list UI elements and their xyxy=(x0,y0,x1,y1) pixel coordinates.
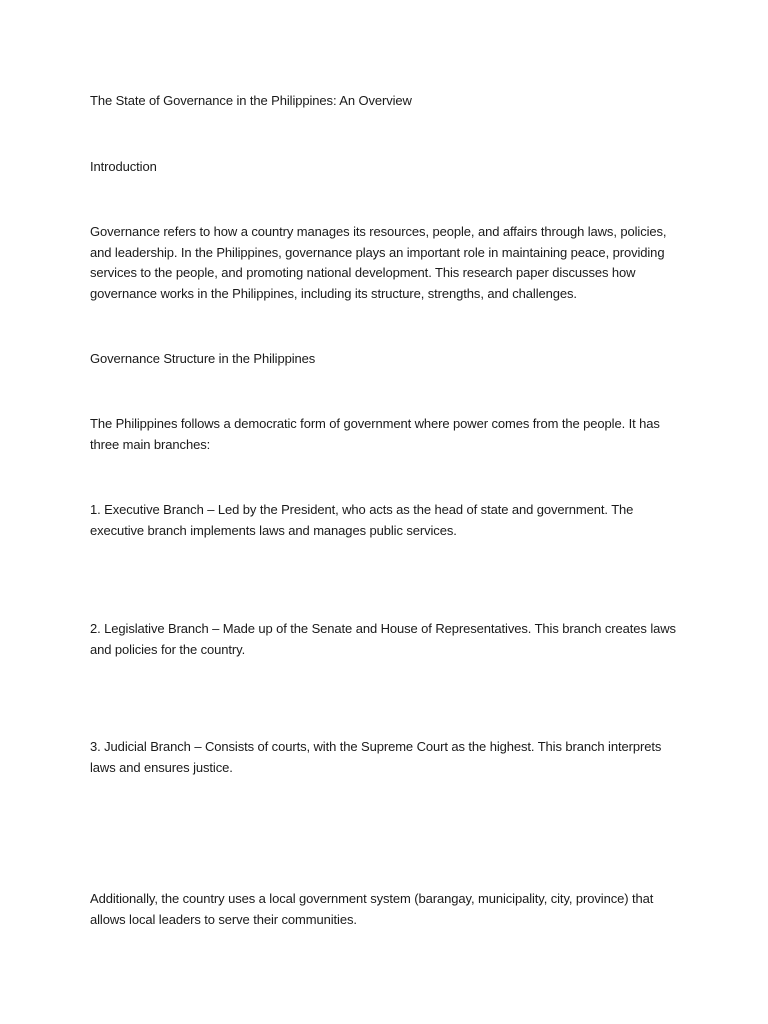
judicial-branch-paragraph: 3. Judicial Branch – Consists of courts, with the Supreme Court as the highest. This branch interprets laws and ensures justice. xyxy=(90,739,662,775)
introduction-heading: Introduction xyxy=(90,159,157,174)
introduction-paragraph: Governance refers to how a country manages its resources, people, and affairs through laws, policies, and leadership. In the Philippines, governance plays an important role in maintaining peace, providing services to the people, and promoting national development. This research paper discusses how governance works in the Philippines, including its structure, strengths, and challenges. xyxy=(90,224,667,301)
document-title: The State of Governance in the Philippines: An Overview xyxy=(90,93,412,108)
structure-intro-paragraph: The Philippines follows a democratic form of government where power comes from the people. It has three main branches: xyxy=(90,416,660,452)
legislative-branch-paragraph: 2. Legislative Branch – Made up of the Senate and House of Representatives. This branch creates laws and policies for the country. xyxy=(90,621,676,657)
local-government-paragraph: Additionally, the country uses a local government system (barangay, municipality, city, province) that allows local leaders to serve their communities. xyxy=(90,891,654,927)
executive-branch-paragraph: 1. Executive Branch – Led by the President, who acts as the head of state and government. The executive branch implements laws and manages public services. xyxy=(90,502,634,538)
structure-heading: Governance Structure in the Philippines xyxy=(90,351,316,366)
